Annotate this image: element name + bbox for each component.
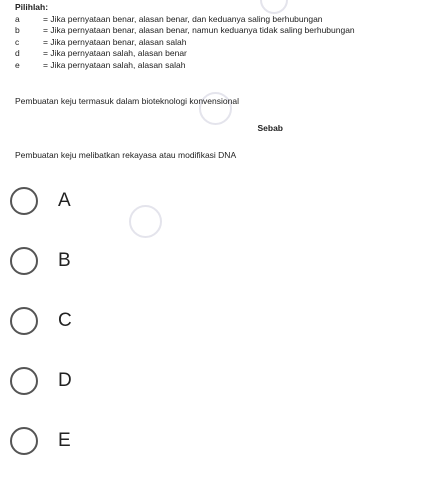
question-statement: Pembuatan keju termasuk dalam bioteknologi konvensional [15,96,239,106]
radio-button[interactable] [10,187,38,215]
radio-button[interactable] [10,247,38,275]
legend-key: d [15,48,20,59]
option-label[interactable]: B [58,250,71,271]
touch-ripple-indicator [260,0,288,14]
legend-text: = Jika pernyataan benar, alasan benar, dan keduanya saling berhubungan [43,14,323,24]
question-reason: Pembuatan keju melibatkan rekayasa atau modifikasi DNA [15,150,237,160]
touch-ripple-indicator [129,205,162,238]
legend-row [15,25,355,36]
option-a[interactable] [10,186,72,216]
option-d[interactable] [10,366,72,396]
option-b[interactable] [10,246,72,276]
legend-row [15,14,355,25]
legend-text: = Jika pernyataan salah, alasan benar [43,48,187,59]
legend-row [15,37,355,48]
legend-row [15,48,355,59]
option-label[interactable]: A [58,190,71,211]
radio-button[interactable] [10,307,38,335]
option-label[interactable]: E [58,430,71,451]
connector-text: Sebab [257,123,283,133]
option-c[interactable] [10,306,72,336]
legend-text: = Jika pernyataan benar, alasan benar, namun keduanya tidak saling berhubungan [43,25,355,36]
legend-row [15,60,355,71]
legend-key: b [15,25,20,36]
legend-key: e [15,59,20,70]
radio-button[interactable] [10,367,38,395]
option-e[interactable] [10,426,72,456]
radio-button[interactable] [10,427,38,455]
question-title: Pilihlah: [15,2,49,12]
legend-text: = Jika pernyataan salah, alasan salah [43,59,186,70]
legend-key: c [15,36,20,47]
answer-options [10,186,72,486]
answer-key-legend [15,14,355,71]
option-label[interactable]: C [58,310,72,331]
option-label[interactable]: D [58,370,72,391]
legend-text: = Jika pernyataan benar, alasan salah [43,36,187,47]
legend-key: a [15,14,20,24]
